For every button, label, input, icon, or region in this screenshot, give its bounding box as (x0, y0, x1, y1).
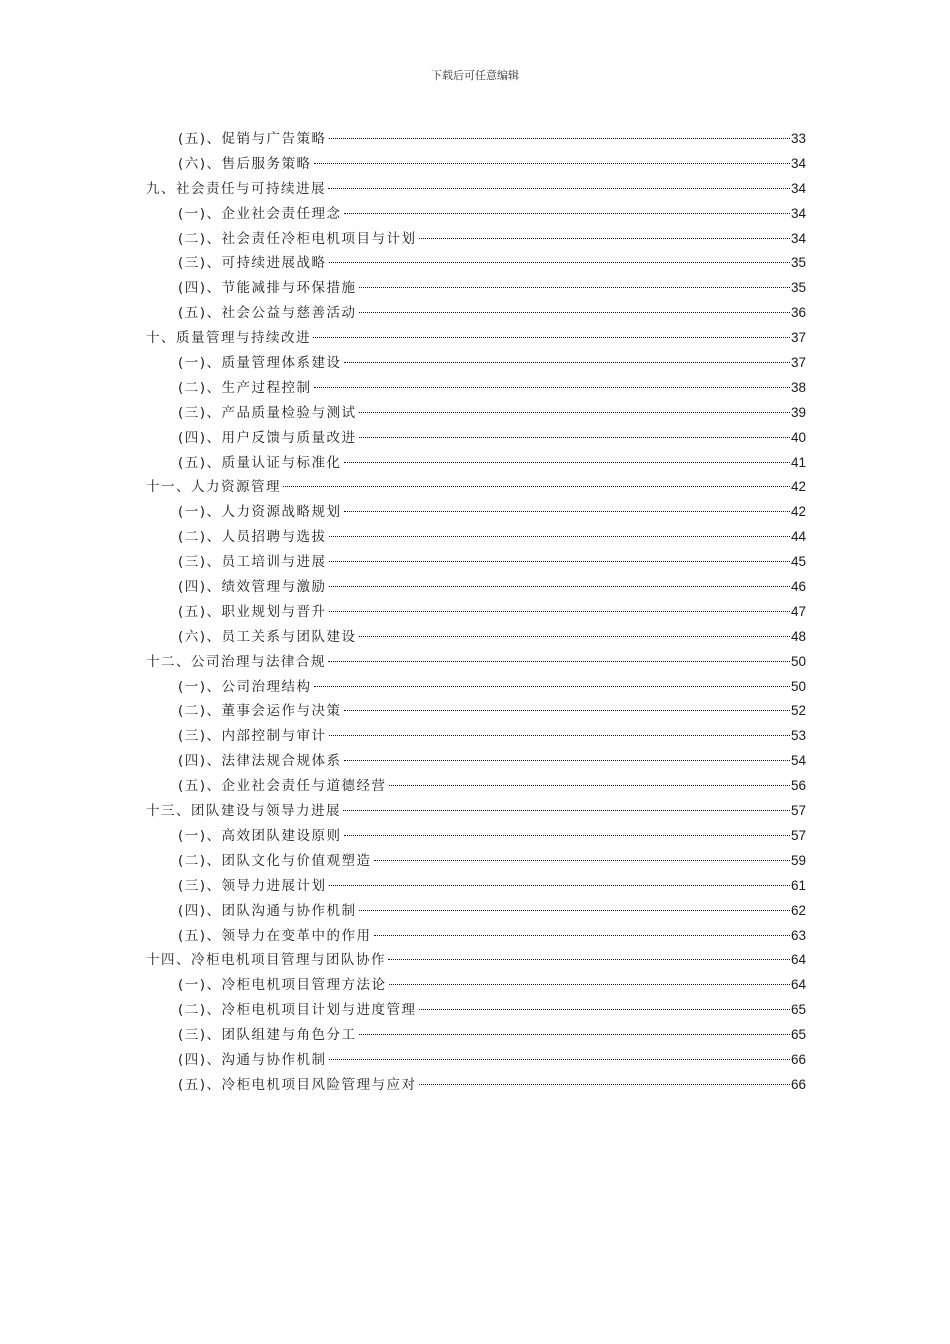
toc-page-number: 40 (790, 429, 806, 445)
toc-page-number: 61 (790, 877, 806, 893)
toc-entry-title: (一)、高效团队建设原则 (178, 827, 342, 844)
toc-entry-title: 十二、公司治理与法律合规 (146, 653, 326, 670)
toc-dot-leader (328, 188, 790, 189)
toc-section-entry[interactable] (146, 699, 806, 724)
toc-dot-leader (329, 611, 790, 612)
toc-section-entry[interactable] (146, 1048, 806, 1073)
toc-section-entry[interactable] (146, 973, 806, 998)
toc-entry-title: 九、社会责任与可持续进展 (146, 180, 326, 197)
toc-entry-title: (一)、质量管理体系建设 (178, 355, 342, 372)
toc-entry-title: (二)、社会责任冷柜电机项目与计划 (178, 230, 417, 247)
toc-dot-leader (359, 437, 790, 438)
toc-section-entry[interactable] (146, 525, 806, 550)
toc-dot-leader (344, 835, 790, 836)
toc-dot-leader (329, 885, 790, 886)
toc-section-entry[interactable] (146, 874, 806, 899)
table-of-contents (146, 127, 806, 1098)
toc-page-number: 35 (790, 255, 806, 271)
toc-entry-title: (五)、企业社会责任与道德经营 (178, 778, 387, 795)
toc-entry-title: (三)、领导力进展计划 (178, 877, 327, 894)
toc-entry-title: (三)、内部控制与审计 (178, 728, 327, 745)
toc-entry-title: (四)、团队沟通与协作机制 (178, 902, 357, 919)
toc-dot-leader (359, 412, 790, 413)
toc-section-entry[interactable] (146, 575, 806, 600)
toc-section-entry[interactable] (146, 227, 806, 252)
toc-section-entry[interactable] (146, 550, 806, 575)
toc-section-entry[interactable] (146, 351, 806, 376)
toc-page-number: 54 (790, 753, 806, 769)
toc-section-entry[interactable] (146, 749, 806, 774)
toc-entry-title: (四)、沟通与协作机制 (178, 1051, 327, 1068)
toc-dot-leader (359, 910, 790, 911)
toc-entry-title: (五)、促销与广告策略 (178, 131, 327, 147)
toc-page-number: 65 (790, 1027, 806, 1043)
toc-page-number: 34 (790, 205, 806, 221)
toc-page-number: 34 (790, 230, 806, 246)
toc-page-number: 63 (790, 927, 806, 943)
toc-section-entry[interactable] (146, 376, 806, 401)
toc-dot-leader (344, 213, 790, 214)
toc-section-entry[interactable] (146, 301, 806, 326)
toc-entry-title: (四)、用户反馈与质量改进 (178, 429, 357, 446)
toc-entry-title: (一)、冷柜电机项目管理方法论 (178, 977, 387, 994)
page-header: 下载后可任意编辑 (431, 69, 519, 82)
toc-page-number: 50 (790, 653, 806, 669)
toc-dot-leader (314, 387, 790, 388)
toc-page-number: 33 (790, 131, 806, 146)
toc-page-number: 36 (790, 305, 806, 321)
toc-entry-title: (三)、团队组建与角色分工 (178, 1027, 357, 1044)
toc-dot-leader (313, 337, 790, 338)
toc-dot-leader (419, 1084, 790, 1085)
toc-dot-leader (343, 810, 790, 811)
toc-dot-leader (389, 785, 790, 786)
toc-dot-leader (329, 561, 790, 562)
toc-dot-leader (344, 362, 790, 363)
toc-dot-leader (389, 984, 790, 985)
toc-entry-title: (二)、生产过程控制 (178, 379, 312, 396)
toc-dot-leader (359, 1034, 790, 1035)
toc-section-entry[interactable] (146, 625, 806, 650)
toc-dot-leader (329, 586, 790, 587)
toc-section-entry[interactable] (146, 127, 806, 152)
toc-page-number: 37 (790, 330, 806, 346)
toc-section-entry[interactable] (146, 276, 806, 301)
toc-entry-title: (一)、企业社会责任理念 (178, 205, 342, 222)
toc-page-number: 66 (790, 1051, 806, 1067)
toc-entry-title: (二)、董事会运作与决策 (178, 703, 342, 720)
toc-section-entry[interactable] (146, 998, 806, 1023)
toc-page-number: 44 (790, 529, 806, 545)
toc-section-entry[interactable] (146, 600, 806, 625)
toc-entry-title: (六)、售后服务策略 (178, 155, 312, 172)
toc-entry-title: (二)、冷柜电机项目计划与进度管理 (178, 1002, 417, 1019)
toc-section-entry[interactable] (146, 152, 806, 177)
toc-dot-leader (374, 860, 790, 861)
toc-page-number: 64 (790, 977, 806, 993)
toc-dot-leader (329, 735, 790, 736)
toc-dot-leader (329, 262, 790, 263)
toc-entry-title: (二)、团队文化与价值观塑造 (178, 852, 372, 869)
toc-section-entry[interactable] (146, 1023, 806, 1048)
toc-dot-leader (359, 636, 790, 637)
toc-page-number: 65 (790, 1002, 806, 1018)
toc-page-number: 34 (790, 155, 806, 171)
toc-page-number: 34 (790, 180, 806, 196)
toc-entry-title: (四)、法律法规合规体系 (178, 753, 342, 770)
toc-chapter-entry[interactable] (146, 650, 806, 675)
toc-entry-title: (五)、质量认证与标准化 (178, 454, 342, 471)
toc-page-number: 45 (790, 554, 806, 570)
toc-page-number: 37 (790, 355, 806, 371)
toc-section-entry[interactable] (146, 1073, 806, 1098)
toc-entry-title: (五)、冷柜电机项目风险管理与应对 (178, 1076, 417, 1093)
toc-entry-title: (五)、领导力在变革中的作用 (178, 927, 372, 944)
toc-dot-leader (329, 1059, 790, 1060)
toc-entry-title: (三)、员工培训与进展 (178, 554, 327, 571)
toc-dot-leader (344, 760, 790, 761)
toc-entry-title: (四)、绩效管理与激励 (178, 579, 327, 596)
toc-page-number: 48 (790, 628, 806, 644)
toc-section-entry[interactable] (146, 451, 806, 476)
toc-entry-title: (五)、社会公益与慈善活动 (178, 305, 357, 322)
toc-section-entry[interactable] (146, 675, 806, 700)
toc-entry-title: (四)、节能减排与环保措施 (178, 280, 357, 297)
toc-dot-leader (283, 486, 790, 487)
toc-entry-title: (三)、可持续进展战略 (178, 255, 327, 272)
toc-dot-leader (344, 710, 790, 711)
toc-page-number: 42 (790, 479, 806, 495)
toc-dot-leader (329, 138, 790, 139)
toc-entry-title: (一)、公司治理结构 (178, 678, 312, 695)
toc-page-number: 41 (790, 454, 806, 470)
toc-dot-leader (344, 511, 790, 512)
toc-dot-leader (419, 1009, 790, 1010)
toc-page-number: 52 (790, 703, 806, 719)
toc-section-entry[interactable] (146, 849, 806, 874)
toc-entry-title: (五)、职业规划与晋升 (178, 603, 327, 620)
toc-entry-title: (六)、员工关系与团队建设 (178, 628, 357, 645)
toc-page-number: 59 (790, 852, 806, 868)
toc-chapter-entry[interactable] (146, 326, 806, 351)
toc-chapter-entry[interactable] (146, 948, 806, 973)
toc-section-entry[interactable] (146, 251, 806, 276)
toc-section-entry[interactable] (146, 824, 806, 849)
toc-page-number: 50 (790, 678, 806, 694)
toc-entry-title: (二)、人员招聘与选拔 (178, 529, 327, 546)
toc-dot-leader (314, 163, 790, 164)
toc-entry-title: 十三、团队建设与领导力进展 (146, 803, 341, 820)
toc-section-entry[interactable] (146, 426, 806, 451)
toc-chapter-entry[interactable] (146, 177, 806, 202)
toc-page-number: 53 (790, 728, 806, 744)
toc-entry-title: 十一、人力资源管理 (146, 479, 281, 496)
toc-dot-leader (359, 287, 790, 288)
toc-dot-leader (359, 312, 790, 313)
toc-page-number: 64 (790, 952, 806, 968)
toc-dot-leader (329, 536, 790, 537)
toc-page-number: 35 (790, 280, 806, 296)
toc-chapter-entry[interactable] (146, 799, 806, 824)
toc-dot-leader (314, 686, 790, 687)
toc-chapter-entry[interactable] (146, 475, 806, 500)
toc-section-entry[interactable] (146, 500, 806, 525)
toc-section-entry[interactable] (146, 202, 806, 227)
toc-page-number: 62 (790, 902, 806, 918)
toc-dot-leader (388, 959, 790, 960)
toc-section-entry[interactable] (146, 774, 806, 799)
toc-entry-title: 十四、冷柜电机项目管理与团队协作 (146, 952, 386, 969)
toc-entry-title: (三)、产品质量检验与测试 (178, 404, 357, 421)
toc-entry-title: 十、质量管理与持续改进 (146, 330, 311, 347)
toc-page-number: 39 (790, 404, 806, 420)
toc-section-entry[interactable] (146, 924, 806, 949)
toc-dot-leader (344, 462, 790, 463)
toc-dot-leader (419, 238, 790, 239)
toc-page-number: 46 (790, 579, 806, 595)
toc-section-entry[interactable] (146, 899, 806, 924)
toc-dot-leader (374, 935, 790, 936)
toc-page-number: 57 (790, 827, 806, 843)
toc-page-number: 56 (790, 778, 806, 794)
toc-page-number: 47 (790, 603, 806, 619)
toc-page-number: 42 (790, 504, 806, 520)
toc-page-number: 57 (790, 803, 806, 819)
toc-section-entry[interactable] (146, 401, 806, 426)
toc-entry-title: (一)、人力资源战略规划 (178, 504, 342, 521)
toc-dot-leader (328, 661, 790, 662)
toc-section-entry[interactable] (146, 724, 806, 749)
toc-page-number: 66 (790, 1076, 806, 1092)
toc-page-number: 38 (790, 379, 806, 395)
